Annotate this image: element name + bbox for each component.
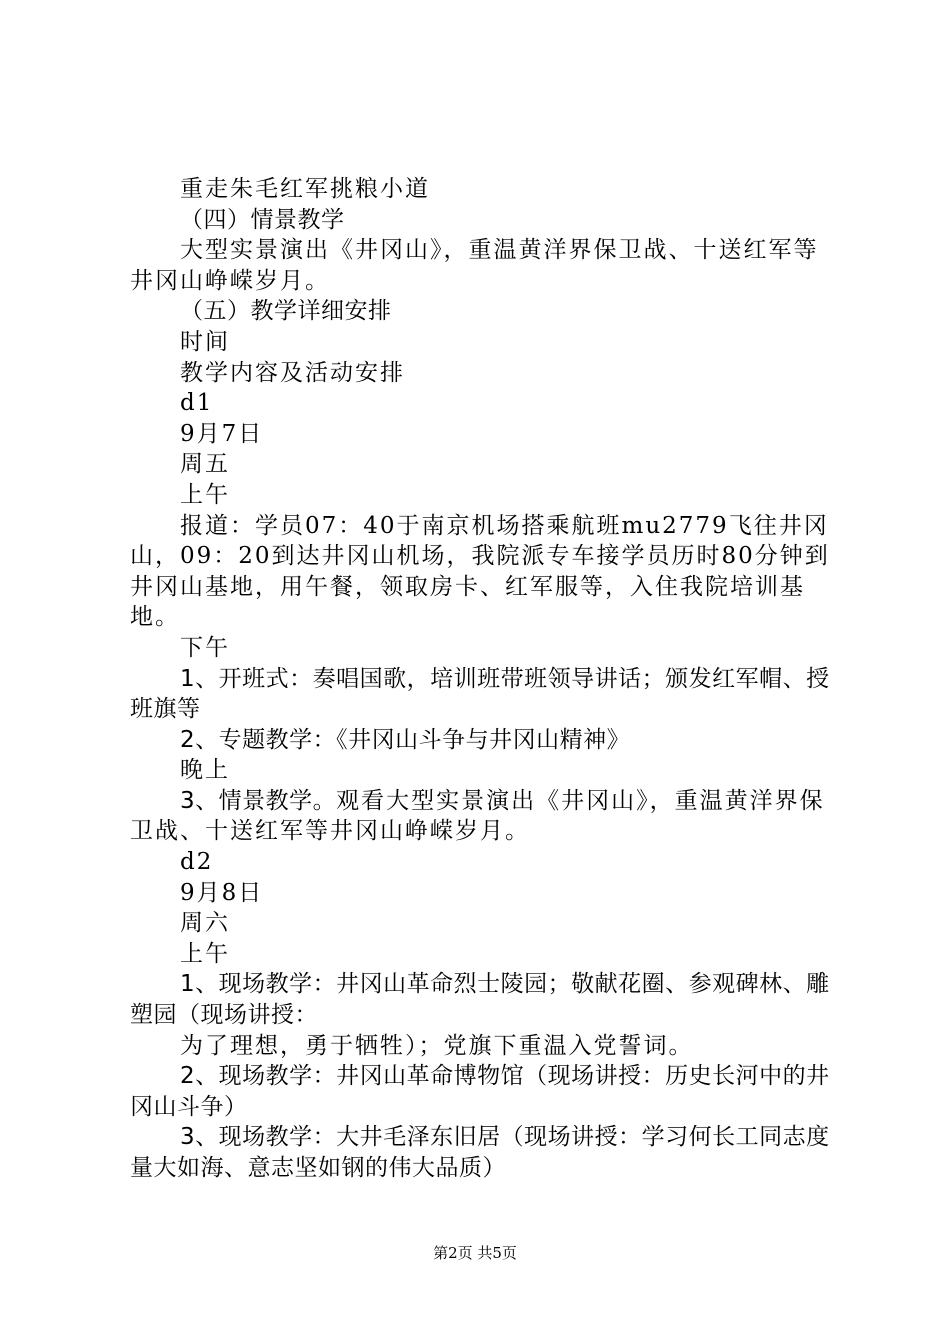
section-heading: （四）情景教学 [180,206,345,233]
document-body [130,174,835,1184]
time-slot-label: 晚上 [180,757,230,784]
paragraph: 报道：学员07：40于南京机场搭乘航班mu2779飞往井冈山，09：20到达井冈山机场，我院派专车接学员历时80分钟到井冈山基地，用午餐，领取房卡、红军服等，入住我院培训基地。 [130,512,830,631]
activity-item: 3、现场教学：大井毛泽东旧居（现场讲授：学习何长工同志度量大如海、意志坚如钢的伟大品质） [130,1124,830,1181]
day-label: d2 [180,849,214,876]
activity-item-body: 观看大型实景演出《井冈山》，重温黄洋界保卫战、十送红军等井冈山峥嵘岁月。 [130,787,825,845]
date-label: 9月7日 [180,420,264,447]
activity-item: 1、现场教学：井冈山革命烈士陵园；敬献花圈、参观碑林、雕塑园（现场讲授： [130,971,830,1029]
text-line: 时间 [180,328,230,355]
activity-item: 1、开班式：奏唱国歌，培训班带班领导讲话；颁发红军帽、授班旗等 [130,665,830,723]
page-footer: 第2页 共5页 [433,1244,517,1262]
text-line: 为了理想，勇于牺牲）；党旗下重温入党誓词。 [180,1032,694,1059]
activity-item: 2、专题教学：《井冈山斗争与井冈山精神》 [180,726,631,753]
activity-item-title: 3、情景教学。 [180,787,337,814]
text-line: 重走朱毛红军挑粮小道 [180,176,430,202]
text-line: 教学内容及活动安排 [180,359,405,386]
date-label: 9月8日 [180,879,264,906]
day-label: d1 [180,390,214,417]
paragraph: 大型实景演出《井冈山》，重温黄洋界保卫战、十送红军等井冈山峥嵘岁月。 [130,237,819,294]
time-slot-label: 下午 [180,634,230,661]
time-slot-label: 上午 [180,940,230,967]
weekday-label: 周六 [180,910,230,937]
time-slot-label: 上午 [180,481,230,508]
section-heading: （五）教学详细安排 [180,298,392,325]
activity-item: 2、现场教学：井冈山革命博物馆（现场讲授：历史长河中的井冈山斗争） [130,1063,830,1120]
activity-item [130,786,835,847]
weekday-label: 周五 [180,451,230,478]
